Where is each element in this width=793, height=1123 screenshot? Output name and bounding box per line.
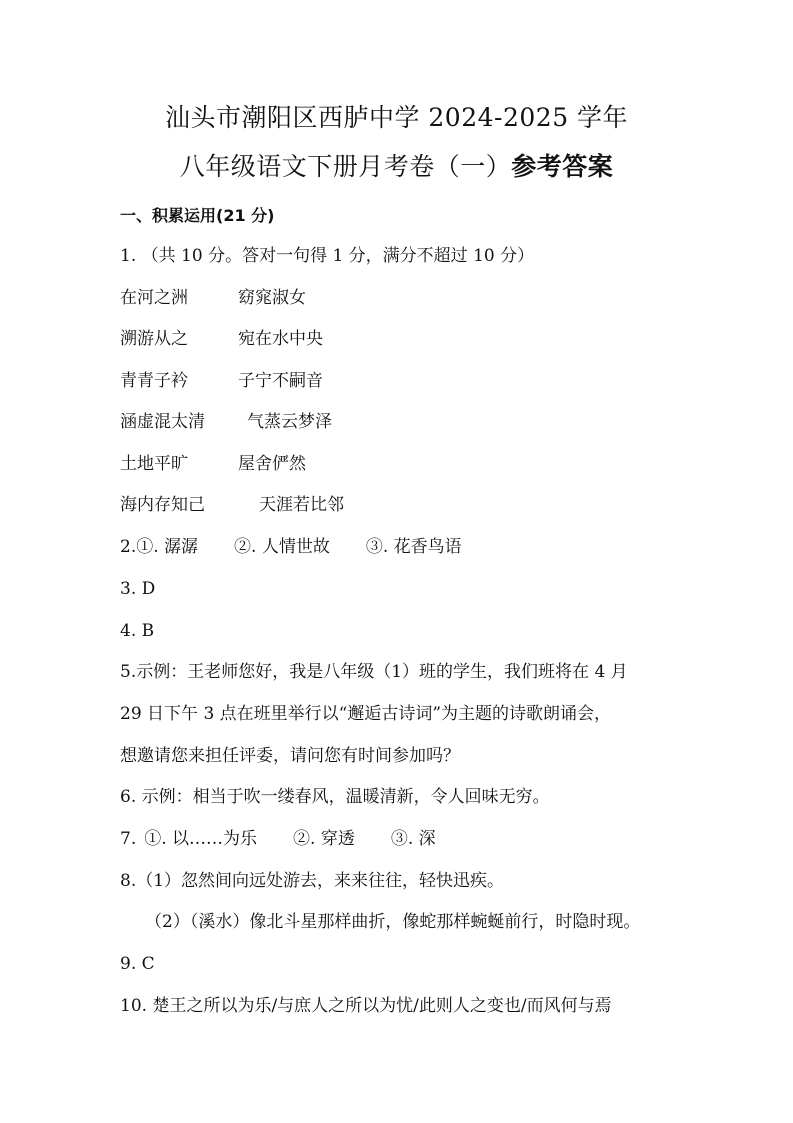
- question-5-line-1: 5.示例：王老师您好，我是八年级（1）班的学生，我们班将在 4 月: [120, 662, 628, 682]
- q2-item-3: ③. 花香鸟语: [365, 537, 462, 557]
- q2-item-1: ①. 潺潺: [136, 537, 199, 557]
- q1-pair-1: [120, 286, 306, 310]
- q1-pair-2-a: 溯游从之: [120, 329, 188, 349]
- question-8-line-2: （2）（溪水）像北斗星那样曲折，像蛇那样蜿蜒前行，时隐时现。: [145, 912, 641, 932]
- q7-item-1: ①. 以……为乐: [144, 829, 258, 849]
- question-8-line-1: 8.（1）忽然间向远处游去，来来往往，轻快迅疾。: [120, 871, 505, 891]
- q1-pair-6-a: 海内存知己: [120, 495, 205, 515]
- q1-pair-6: [120, 493, 344, 517]
- q7-label: 7.: [120, 829, 137, 849]
- question-7: [120, 827, 436, 851]
- question-4: 4. B: [120, 621, 155, 641]
- q1-pair-6-b: 天涯若比邻: [259, 495, 344, 515]
- q2-label: 2.: [120, 537, 137, 557]
- title-school-year: 汕头市潮阳区西胪中学 2024-2025 学年: [164, 103, 629, 132]
- q1-pair-3: [120, 369, 323, 393]
- q1-pair-4: [120, 410, 332, 434]
- question-9: 9. C: [120, 954, 155, 974]
- question-5-line-3: 想邀请您来担任评委，请问您有时间参加吗？: [120, 746, 460, 766]
- q1-pair-2-b: 宛在水中央: [238, 329, 323, 349]
- question-2: [120, 535, 462, 559]
- question-10: 10. 楚王之所以为乐/与庶人之所以为忧/此则人之变也/而风何与焉: [120, 996, 612, 1016]
- q1-pair-4-a: 涵虚混太清: [120, 412, 205, 432]
- q1-pair-2: [120, 327, 323, 351]
- question-5-line-2: 29 日下午 3 点在班里举行以“邂逅古诗词”为主题的诗歌朗诵会，: [120, 704, 612, 724]
- title-line-1: [0, 98, 793, 134]
- q7-item-2: ②. 穿透: [293, 829, 355, 849]
- section-heading: 一、积累运用(21 分): [120, 206, 275, 225]
- title-answer-key: 参考答案: [511, 152, 614, 181]
- q1-pair-1-a: 在河之洲: [120, 288, 188, 308]
- q2-item-2: ②. 人情世故: [234, 537, 330, 557]
- q1-pair-1-b: 窈窕淑女: [238, 288, 306, 308]
- question-1-label: 1. （共 10 分。答对一句得 1 分，满分不超过 10 分）: [120, 246, 535, 266]
- q1-pair-4-b: 气蒸云梦泽: [247, 412, 332, 432]
- title-exam-name: 八年级语文下册月考卷（一）: [179, 152, 512, 181]
- q1-pair-5-b: 屋舍俨然: [238, 454, 306, 474]
- q1-pair-5: [120, 452, 306, 476]
- question-3: 3. D: [120, 579, 156, 599]
- q1-pair-3-b: 子宁不嗣音: [238, 371, 323, 391]
- q1-pair-3-a: 青青子衿: [120, 371, 188, 391]
- question-6: 6. 示例：相当于吹一缕春风，温暖清新，令人回味无穷。: [120, 787, 550, 807]
- q1-pair-5-a: 土地平旷: [120, 454, 188, 474]
- q7-item-3: ③. 深: [390, 829, 436, 849]
- title-line-2: [0, 147, 793, 183]
